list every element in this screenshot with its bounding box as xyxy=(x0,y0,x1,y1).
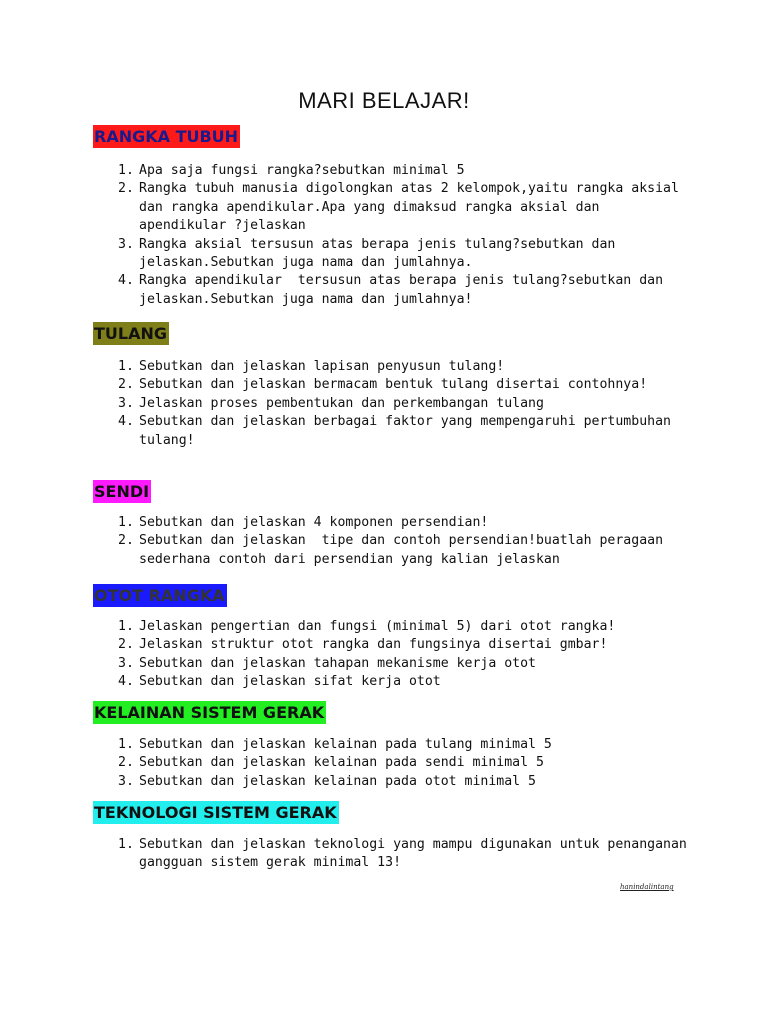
list-item: 4. Sebutkan dan jelaskan sifat kerja otot xyxy=(118,673,688,691)
question-list-teknologi-sistem-gerak xyxy=(118,836,695,873)
item-number: 2. xyxy=(118,377,134,393)
section-heading-otot-rangka: OTOT RANGKA xyxy=(94,586,225,605)
list-item: 2. Sebutkan dan jelaskan bermacam bentuk tulang disertai contohnya! xyxy=(118,376,688,394)
item-number: 1. xyxy=(118,515,134,530)
list-item: 2. Sebutkan dan jelaskan tipe dan contoh persendian!buatlah peragaan sederhana contoh dari persendian yang kalian jelaskan xyxy=(118,533,671,567)
list-item: 1. Sebutkan dan jelaskan kelainan pada tulang minimal 5 xyxy=(118,736,688,754)
list-item: 1. Jelaskan pengertian dan fungsi (minimal 5) dari otot rangka! xyxy=(118,618,688,636)
section-heading-teknologi-sistem-gerak: TEKNOLOGI SISTEM GERAK xyxy=(94,803,337,822)
item-number: 3. xyxy=(118,655,134,671)
question-list-otot-rangka xyxy=(118,618,688,692)
item-number: 1. xyxy=(118,359,134,374)
section-heading-rangka-tubuh: RANGKA TUBUH xyxy=(94,127,239,146)
list-item: 2. Jelaskan struktur otot rangka dan fungsinya disertai gmbar! xyxy=(118,636,688,654)
question-list-rangka-tubuh xyxy=(118,162,688,309)
item-number: 1. xyxy=(118,837,134,852)
list-item: 3. Sebutkan dan jelaskan kelainan pada otot minimal 5 xyxy=(118,773,688,791)
item-number: 3. xyxy=(118,395,134,411)
section-heading-tulang: TULANG xyxy=(94,324,168,343)
item-number: 3. xyxy=(118,236,134,252)
item-number: 4. xyxy=(118,273,134,289)
question-list-sendi xyxy=(118,514,688,569)
item-number: 2. xyxy=(118,533,134,549)
item-number: 2. xyxy=(118,181,134,197)
list-item: 3. Rangka aksial tersusun atas berapa jenis tulang?sebutkan dan jelaskan.Sebutkan juga nama dan jumlahnya. xyxy=(118,236,624,271)
list-item: 1. Sebutkan dan jelaskan lapisan penyusun tulang! xyxy=(118,358,688,376)
item-number: 4. xyxy=(118,414,134,430)
list-item: 1. Apa saja fungsi rangka?sebutkan minimal 5 xyxy=(118,162,688,180)
item-number: 3. xyxy=(118,773,134,789)
list-item: 4. Rangka apendikular tersusun atas berapa jenis tulang?sebutkan dan jelaskan.Sebutkan juga nama dan jumlahnya! xyxy=(118,273,671,307)
question-list-tulang xyxy=(118,358,688,450)
section-heading-kelainan-sistem-gerak: KELAINAN SISTEM GERAK xyxy=(94,703,325,722)
item-number: 4. xyxy=(118,674,134,690)
list-item: 3. Jelaskan proses pembentukan dan perkembangan tulang xyxy=(118,395,688,413)
question-list-kelainan-sistem-gerak xyxy=(118,736,688,791)
item-number: 2. xyxy=(118,637,134,653)
item-number: 1. xyxy=(118,619,134,634)
list-item: 3. Sebutkan dan jelaskan tahapan mekanisme kerja otot xyxy=(118,655,688,673)
list-item: 2. Sebutkan dan jelaskan kelainan pada sendi minimal 5 xyxy=(118,754,688,772)
list-item: 1. Sebutkan dan jelaskan 4 komponen persendian! xyxy=(118,514,688,532)
author-signature: hanindalintang xyxy=(620,883,674,891)
item-number: 1. xyxy=(118,163,134,178)
list-item: 1. Sebutkan dan jelaskan teknologi yang mampu digunakan untuk penanganan gangguan sistem gerak minimal 13! xyxy=(118,837,695,871)
section-heading-sendi: SENDI xyxy=(94,482,150,501)
item-number: 1. xyxy=(118,737,134,752)
list-item: 2. Rangka tubuh manusia digolongkan atas 2 kelompok,yaitu rangka aksial dan rangka apendikular.Apa yang dimaksud rangka aksial dan apendikular ?jelaskan xyxy=(118,181,687,234)
item-number: 2. xyxy=(118,755,134,771)
list-item: 4. Sebutkan dan jelaskan berbagai faktor yang mempengaruhi pertumbuhan tulang! xyxy=(118,414,679,448)
page-title: MARI BELAJAR! xyxy=(298,88,470,113)
